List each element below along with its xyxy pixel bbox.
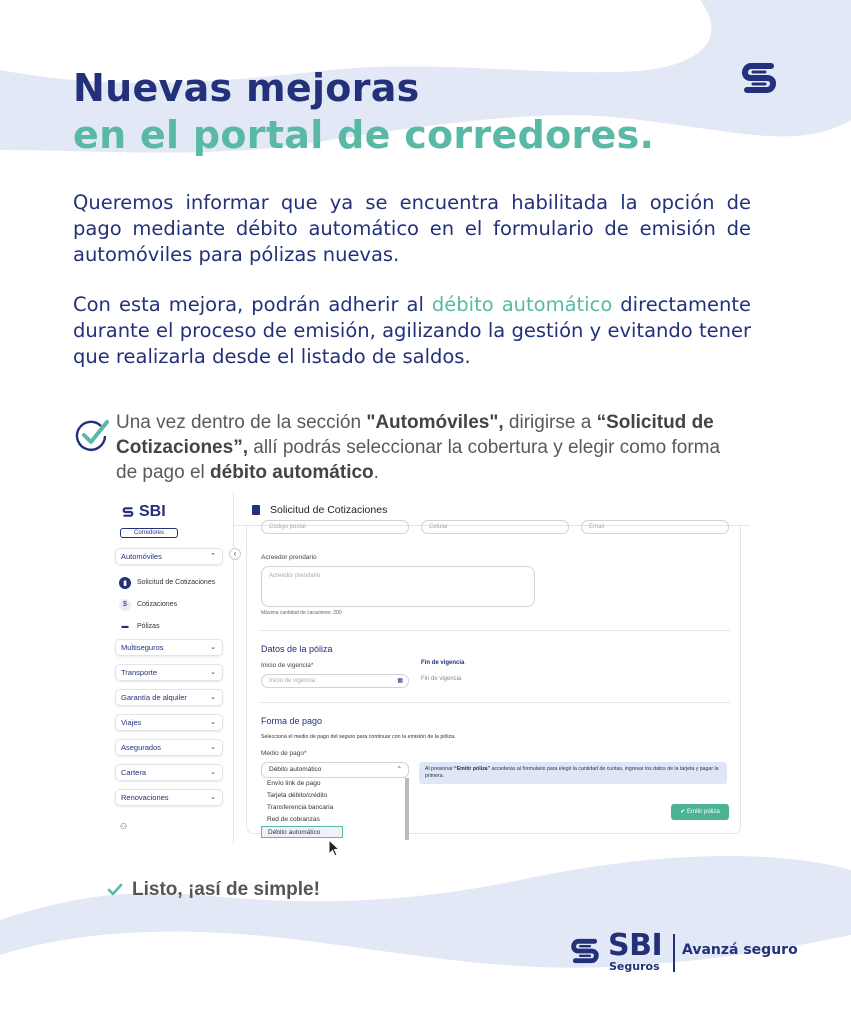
sidebar-subitem-solicitud[interactable]: ▮ Solicitud de Cotizaciones xyxy=(115,573,223,592)
document-icon: ▮ xyxy=(119,577,131,589)
chevron-down-icon: ⌄ xyxy=(210,694,216,701)
brand-tagline: Avanzá seguro xyxy=(682,942,798,958)
info-box: Al presionar “Emitir póliza” accederás al formulario para elegir la cantidad de cuotas, ingresar los datos de la tarjeta y pagar la primera. xyxy=(419,762,727,784)
closing-text: Listo, ¡así de simple! xyxy=(132,879,320,900)
sidebar-menu xyxy=(115,548,223,814)
chevron-down-icon: ⌄ xyxy=(210,794,216,801)
chevron-down-icon: ⌄ xyxy=(210,719,216,726)
heading-line2: en el portal de corredores. xyxy=(73,113,655,157)
sidebar-item-transporte[interactable]: Transporte ⌄ xyxy=(115,664,223,681)
sidebar-item-viajes[interactable]: Viajes ⌄ xyxy=(115,714,223,731)
ticket-icon: ▬ xyxy=(121,623,129,630)
check-icon: ✔ xyxy=(680,809,687,815)
acreedor-label: Acreedor prendario xyxy=(261,554,317,561)
policy-section-title: Datos de la póliza xyxy=(261,644,333,654)
sbi-logo-icon xyxy=(733,52,785,104)
sidebar-subitem-polizas[interactable]: ▬ Pólizas xyxy=(115,617,223,636)
collapse-sidebar-button[interactable]: ‹ xyxy=(229,548,241,560)
sidebar-item-cartera[interactable]: Cartera ⌄ xyxy=(115,764,223,781)
max-chars-hint: Máxima cantidad de caracteres: 200 xyxy=(261,610,342,616)
start-date-label: Inicio de vigencia* xyxy=(261,662,314,669)
acreedor-textarea[interactable]: Acreedor prendario xyxy=(261,566,535,607)
payment-option[interactable]: Envío link de pago xyxy=(267,780,321,787)
email-input[interactable]: Email xyxy=(581,520,729,534)
chevron-up-icon: ⌃ xyxy=(210,553,216,560)
calendar-icon: ▦ xyxy=(397,678,403,684)
sidebar-logo: SBI xyxy=(120,503,166,521)
document-icon xyxy=(252,505,260,515)
cell-input[interactable]: Celular xyxy=(421,520,569,534)
dollar-icon: $ xyxy=(119,599,131,611)
portal-screenshot xyxy=(110,492,750,844)
payment-select[interactable]: Débito automático ⌃ xyxy=(261,762,409,778)
payment-label: Medio de pago* xyxy=(261,750,307,757)
sbi-logo-icon xyxy=(120,504,136,520)
user-icon[interactable]: ⚇ xyxy=(120,822,128,831)
payment-option[interactable]: Tarjeta débito/crédito xyxy=(267,792,328,799)
sidebar-item-automoviles[interactable]: Automóviles ⌃ xyxy=(115,548,223,565)
divider xyxy=(259,630,730,631)
divider xyxy=(259,702,730,703)
payment-options-list xyxy=(261,778,409,840)
benefit-paragraph: Con esta mejora, podrán adherir al débito automático directamente durante el proceso de emisión, agilizando la gestión y evitando tener que realizarla desde el listado de saldos. xyxy=(73,293,751,368)
chevron-down-icon: ⌄ xyxy=(210,644,216,651)
role-badge: Corredores xyxy=(120,528,178,538)
heading-line1: Nuevas mejoras xyxy=(73,66,420,110)
payment-option-selected[interactable]: Débito automático xyxy=(261,826,343,838)
form-card xyxy=(246,526,741,834)
postal-code-input[interactable]: Código postal xyxy=(261,520,409,534)
chevron-up-icon: ⌃ xyxy=(396,766,402,773)
sidebar-item-asegurados[interactable]: Asegurados ⌄ xyxy=(115,739,223,756)
end-date-label: Fin de vigencia xyxy=(421,660,465,666)
sidebar-item-multiseguros[interactable]: Multiseguros ⌄ xyxy=(115,639,223,656)
sidebar-item-renovaciones[interactable]: Renovaciones ⌄ xyxy=(115,789,223,806)
chevron-down-icon: ⌄ xyxy=(210,744,216,751)
payment-option[interactable]: Transferencia bancaria xyxy=(267,804,334,811)
intro-paragraph: Queremos informar que ya se encuentra habilitada la opción de pago mediante débito automático en el formulario de emisión de automóviles para pólizas nuevas. xyxy=(73,191,751,266)
payment-option[interactable]: Red de cobranzas xyxy=(267,816,320,823)
sidebar-subitem-cotizaciones[interactable]: $ Cotizaciones xyxy=(115,595,223,614)
start-date-input[interactable]: Inicio de vigencia ▦ xyxy=(261,674,409,688)
sbi-logo-icon xyxy=(564,930,606,972)
brand-footer xyxy=(564,928,804,976)
sidebar xyxy=(110,492,234,844)
instruction-text: Una vez dentro de la sección "Automóviles", dirigirse a “Solicitud de Cotizaciones”, allí podrás seleccionar la cobertura y elegir como forma de pago el débito automático. xyxy=(116,412,721,483)
check-icon xyxy=(107,882,123,898)
chevron-down-icon: ⌄ xyxy=(210,769,216,776)
payment-section-title: Forma de pago xyxy=(261,716,323,726)
end-date-value: Fin de vigencia xyxy=(421,676,462,682)
payment-hint: Seleccioná el medio de pago del seguro para continuar con la emisión de la póliza. xyxy=(261,734,456,740)
brand-sub: Seguros xyxy=(609,960,660,973)
page-title: Solicitud de Cotizaciones xyxy=(270,504,388,516)
check-circle-icon xyxy=(74,416,110,452)
sidebar-item-garantia[interactable]: Garantía de alquiler ⌄ xyxy=(115,689,223,706)
brand-divider xyxy=(673,934,675,972)
emit-policy-button[interactable]: ✔ Emitir póliza xyxy=(671,804,729,820)
highlight-debito: débito automático xyxy=(431,293,613,316)
chevron-down-icon: ⌄ xyxy=(210,669,216,676)
brand-name: SBI xyxy=(608,928,663,963)
mouse-cursor-icon xyxy=(326,838,342,858)
